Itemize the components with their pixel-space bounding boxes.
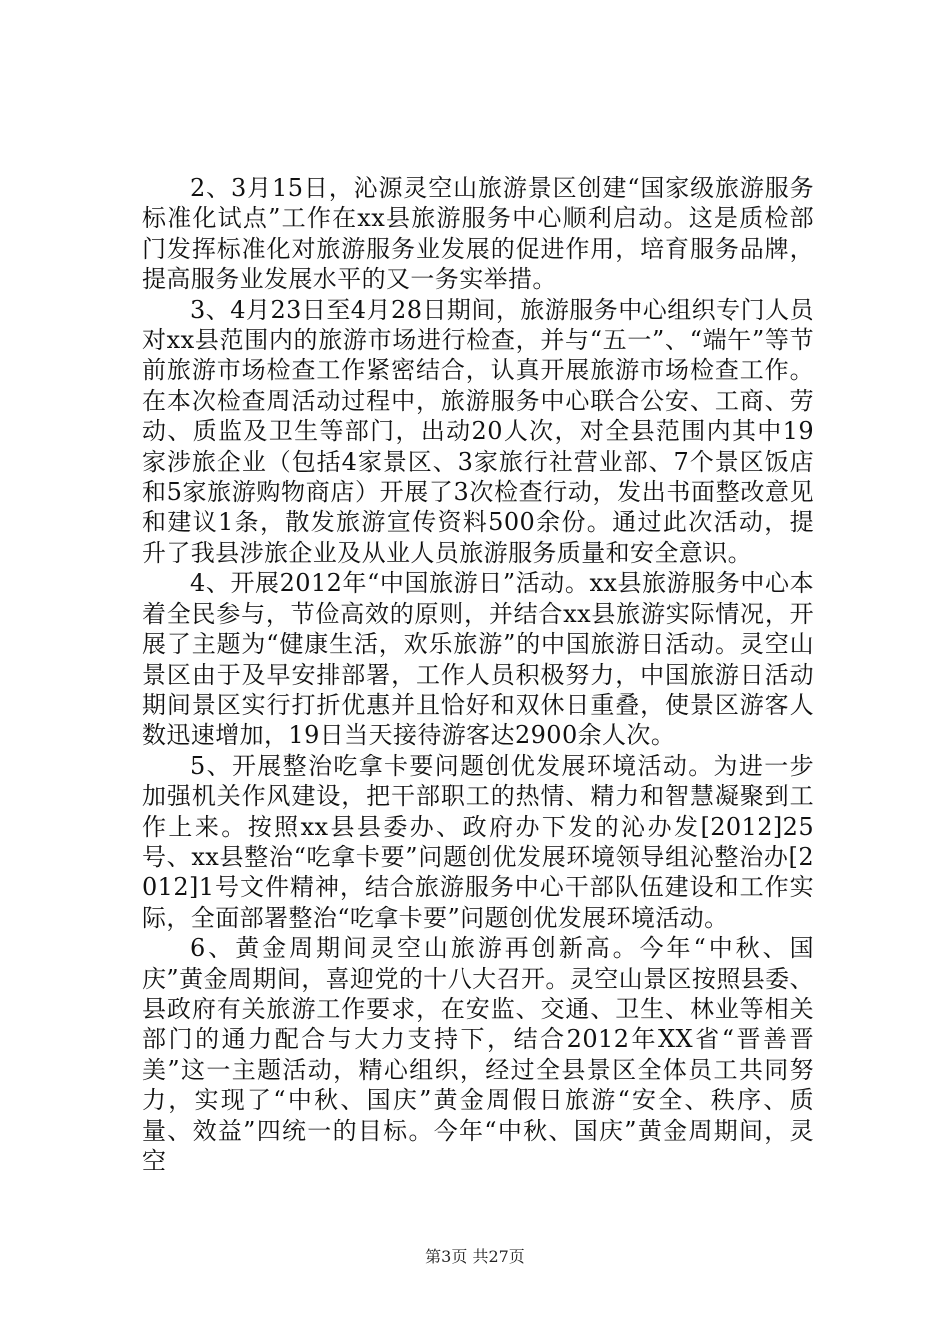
document-body (142, 173, 814, 1176)
paragraph-item-6: 6、黄金周期间灵空山旅游再创新高。今年“中秋、国庆”黄金周期间，喜迎党的十八大召开。灵空山景区按照县委、县政府有关旅游工作要求，在安监、交通、卫生、林业等相关部门的通力配合与大力支持下，结合2012年XX省“晋善晋美”这一主题活动，精心组织，经过全县景区全体员工共同努力，实现了“中秋、国庆”黄金周假日旅游“安全、秩序、质量、效益”四统一的目标。今年“中秋、国庆”黄金周期间，灵空 (142, 934, 814, 1175)
paragraph-item-2: 2、3月15日，沁源灵空山旅游景区创建“国家级旅游服务标准化试点”工作在xx县旅游服务中心顺利启动。这是质检部门发挥标准化对旅游服务业发展的促进作用，培育服务品牌，提高服务业发展水平的又一务实举措。 (142, 174, 814, 294)
paragraph-item-4: 4、开展2012年“中国旅游日”活动。xx县旅游服务中心本着全民参与，节俭高效的原则，并结合xx县旅游实际情况，开展了主题为“健康生活，欢乐旅游”的中国旅游日活动。灵空山景区由于及早安排部署，工作人员积极努力，中国旅游日活动期间景区实行打折优惠并且恰好和双休日重叠，使景区游客人数迅速增加，19日当天接待游客达2900余人次。 (142, 569, 814, 750)
paragraph-item-3: 3、4月23日至4月28日期间，旅游服务中心组织专门人员对xx县范围内的旅游市场进行检查，并与“五一”、“端午”等节前旅游市场检查工作紧密结合，认真开展旅游市场检查工作。在本次检查周活动过程中，旅游服务中心联合公安、工商、劳动、质监及卫生等部门，出动20人次，对全县范围内其中19家涉旅企业（包括4家景区、3家旅行社营业部、7个景区饭店和5家旅游购物商店）开展了3次检查行动，发出书面整改意见和建议1条，散发旅游宣传资料500余份。通过此次活动，提升了我县涉旅企业及从业人员旅游服务质量和安全意识。 (142, 295, 814, 567)
page-footer: 第3页 共27页 (425, 1247, 525, 1266)
paragraph-item-5: 5、开展整治吃拿卡要问题创优发展环境活动。为进一步加强机关作风建设，把干部职工的热情、精力和智慧凝聚到工作上来。按照xx县县委办、政府办下发的沁办发[2012]25号、xx县整治“吃拿卡要”问题创优发展环境领导组沁整治办[2012]1号文件精神，结合旅游服务中心干部队伍建设和工作实际，全面部署整治“吃拿卡要”问题创优发展环境活动。 (142, 751, 814, 932)
